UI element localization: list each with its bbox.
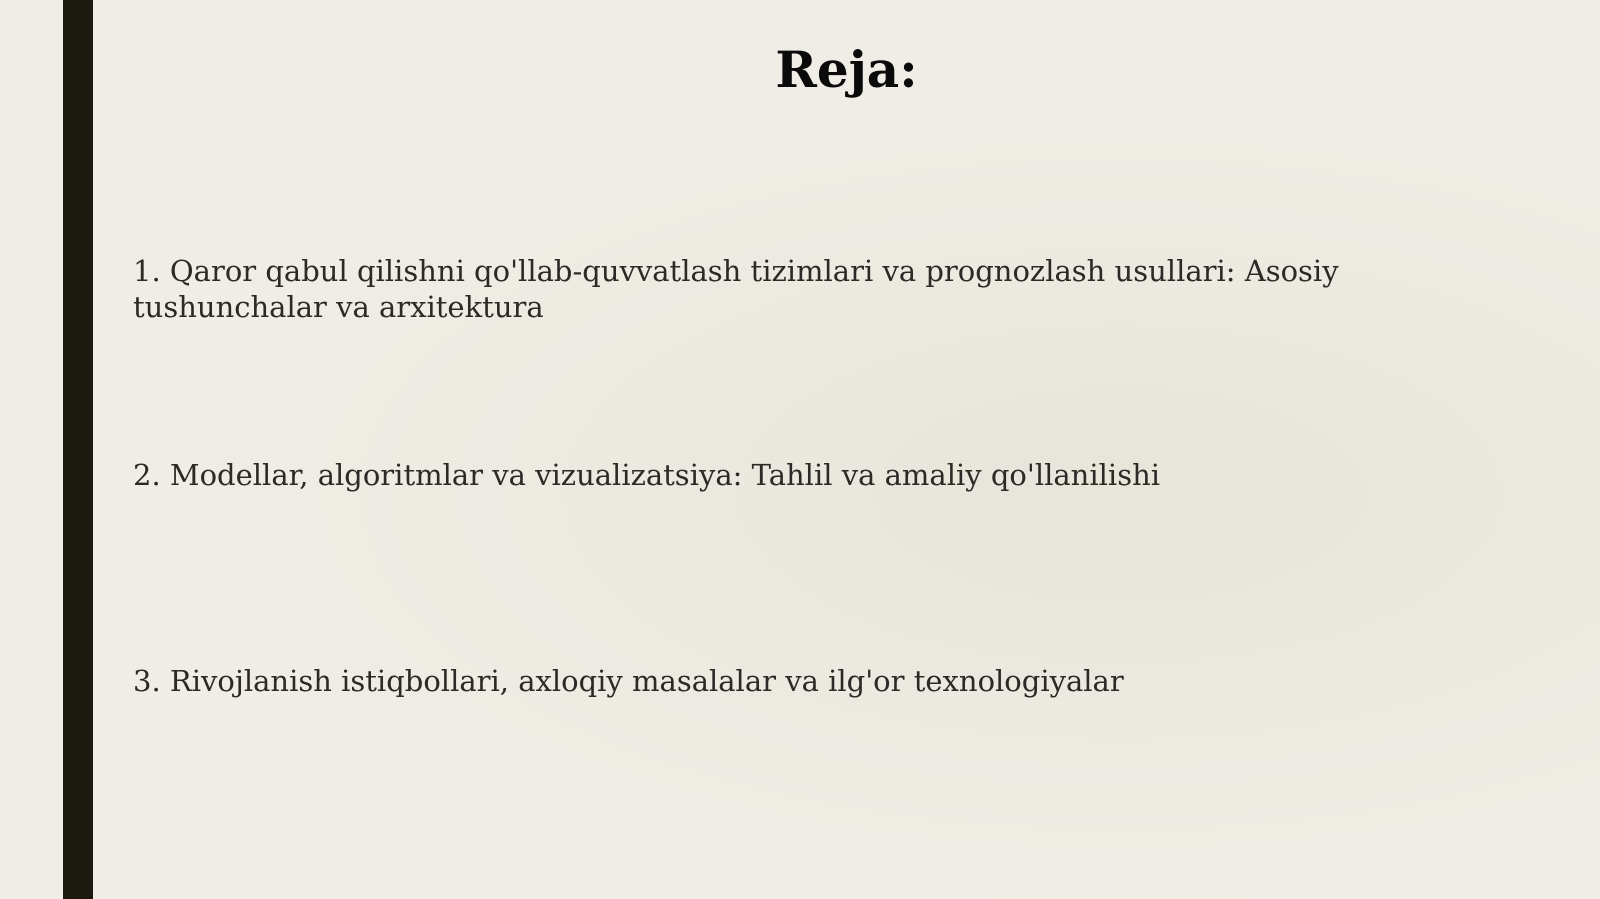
agenda-item-1: 1. Qaror qabul qilishni qo'llab-quvvatlash tizimlari va prognozlash usullari: Asosiy tushunchalar va arxitektura bbox=[133, 254, 1339, 324]
slide-title: Reja: bbox=[775, 40, 918, 99]
accent-bar bbox=[63, 0, 93, 899]
agenda-item-2: 2. Modellar, algoritmlar va vizualizatsiya: Tahlil va amaliy qo'llanilishi bbox=[133, 458, 1161, 492]
agenda-item-3: 3. Rivojlanish istiqbollari, axloqiy masalalar va ilg'or texnologiyalar bbox=[133, 664, 1124, 698]
